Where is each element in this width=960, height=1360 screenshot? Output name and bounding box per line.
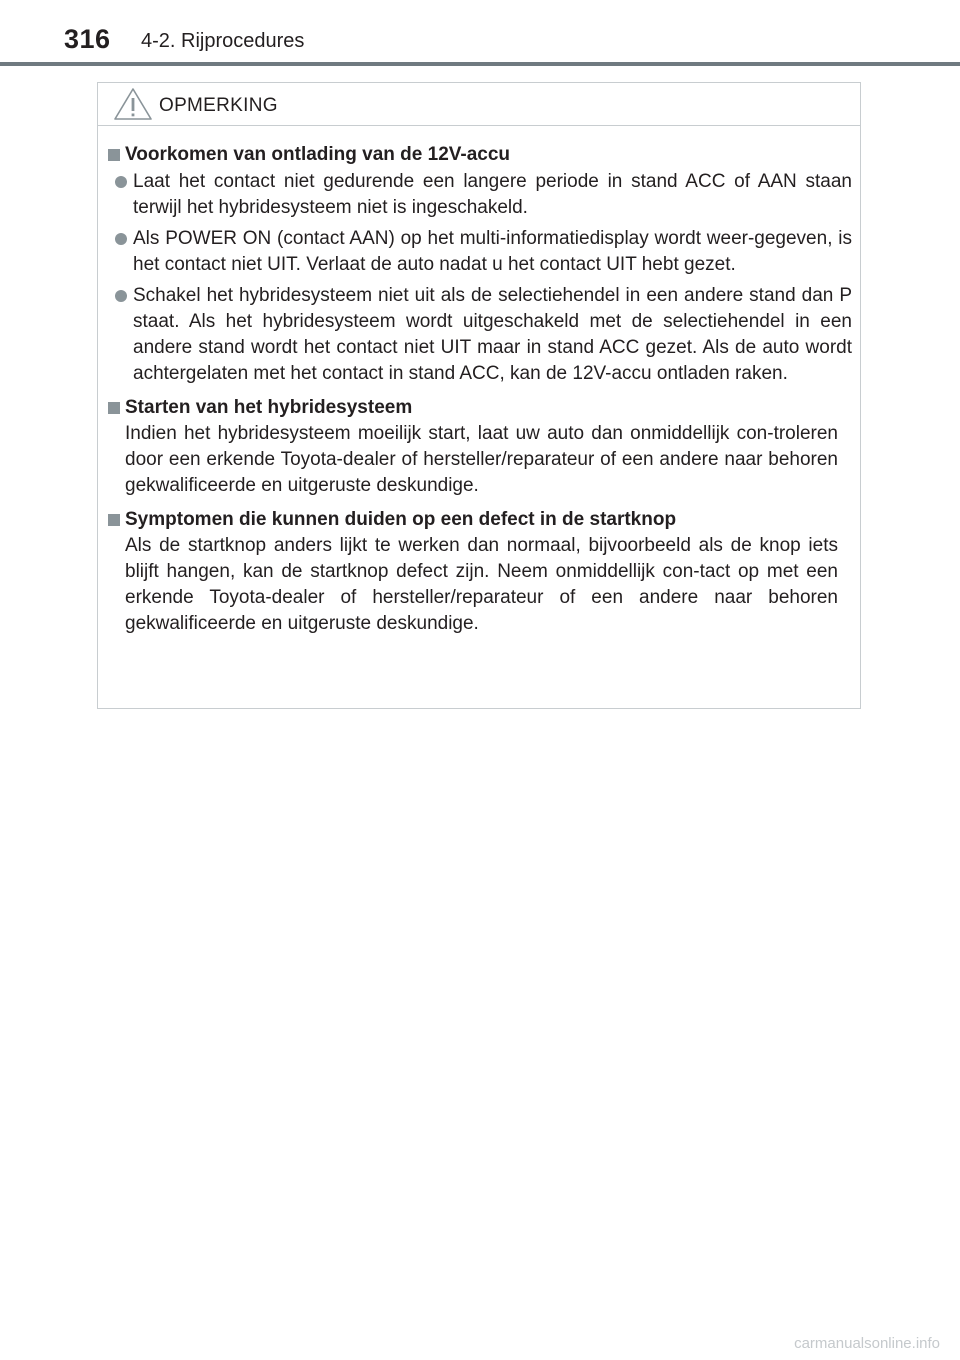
square-bullet-icon [108, 402, 120, 414]
sub-item-text: Als POWER ON (contact AAN) op het multi-informatiedisplay wordt weer-gegeven, is het contact niet UIT. Verlaat de auto nadat u het contact UIT hebt gezet. [133, 228, 852, 275]
item-heading-text: Voorkomen van ontlading van de 12V-accu [125, 144, 511, 165]
item-paragraph: Als de startknop anders lijkt te werken dan normaal, bijvoorbeeld als de knop iets blijft hangen, kan de startknop defect zijn. Neem onmiddellijk con-tact op met een erkende Toyota-dealer of hersteller/reparateur of een andere naar behoren gekwalificeerde en uitgeruste deskundige. [125, 535, 838, 634]
notice-title: OPMERKING [159, 95, 278, 116]
notice-header [98, 83, 860, 126]
circle-bullet-icon [115, 176, 127, 188]
item-paragraph: Indien het hybridesysteem moeilijk start, laat uw auto dan onmiddellijk con-troleren door een erkende Toyota-dealer of hersteller/reparateur of een andere naar behoren gekwalificeerde en uitgeruste deskundige. [125, 423, 838, 496]
square-bullet-icon [108, 149, 120, 161]
sub-item-text: Schakel het hybridesysteem niet uit als de selectiehendel in een andere stand dan P staat. Als het hybridesysteem wordt uitgeschakeld met de selectiehendel in een andere stand wordt het contact niet UIT maar in stand ACC gezet. Als de auto wordt achtergelaten met het contact in stand ACC, kan de 12V-accu ontladen raken. [133, 285, 852, 384]
page-header [0, 0, 960, 68]
item-heading [106, 142, 852, 168]
sub-item [106, 226, 852, 278]
page-number: 316 [64, 24, 111, 54]
warning-triangle-icon [113, 87, 153, 121]
notice-box [97, 82, 861, 709]
circle-bullet-icon [115, 233, 127, 245]
watermark: carmanualsonline.info [794, 1335, 940, 1352]
sub-item [106, 283, 852, 387]
notice-body [98, 126, 860, 637]
notice-item-starting [106, 395, 852, 499]
circle-bullet-icon [115, 290, 127, 302]
notice-item-startbutton [106, 507, 852, 637]
item-heading [106, 395, 852, 421]
item-heading-text: Symptomen die kunnen duiden op een defect in de startknop [125, 509, 677, 530]
item-heading [106, 507, 852, 533]
sub-item [106, 169, 852, 221]
header-rule [0, 62, 960, 66]
notice-item-battery [106, 142, 852, 387]
sub-item-text: Laat het contact niet gedurende een langere periode in stand ACC of AAN staan terwijl het hybridesysteem niet is ingeschakeld. [133, 171, 852, 218]
item-heading-text: Starten van het hybridesysteem [125, 397, 413, 418]
square-bullet-icon [108, 514, 120, 526]
section-title: 4-2. Rijprocedures [141, 30, 305, 52]
